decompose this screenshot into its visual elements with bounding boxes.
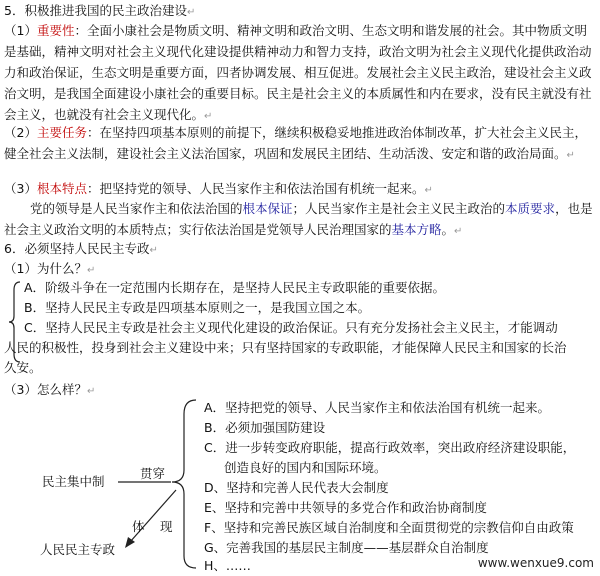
diagram-item-e: E、坚持和完善中共领导的多党合作和政治协商制度 — [204, 500, 487, 515]
section-6-title: 6．必须坚持人民民主专政↵ — [4, 241, 158, 256]
diagram-item-c: C．进一步转变政府职能，提高行政效率，突出政府经济建设职能， — [204, 440, 576, 455]
basic-strategy-term: 基本方略 — [391, 222, 442, 237]
guanchuan-label: 贯穿 — [140, 466, 166, 481]
why-question: （1）为什么？↵ — [4, 261, 96, 276]
list-brace — [172, 400, 196, 568]
diagram-item-h: H、…… — [204, 558, 251, 573]
reason-a: A．阶级斗争在一定范围内长期存在，是坚持人民民主专政职能的重要依据。 — [24, 280, 446, 295]
diagram-item-c-cont: 创造良好的国内和国际环境。 — [224, 460, 387, 475]
ti-label: 体 — [132, 519, 145, 534]
main-task-label: 主要任务 — [36, 125, 87, 140]
main-task-paragraph: （2）主要任务：在坚持四项基本原则的前提下，继续积极稳妥地推进政治体制改革，扩大社会主义民主，健全社会主义法制，建设社会主义法治国家，巩固和发展民主团结、生动活泼、安定和谐的政治局面。↵ — [4, 125, 587, 161]
importance-paragraph: （1）重要性：全面小康社会是物质文明、精神文明和政治文明、生态文明和谐发展的社会。其中物质文明是基础，精神文明对社会主义现代化建设提供精神动力和智力支持，政治文明为社会主义现代化提供政治动力和政治保证，生态文明是重要方面，四者协调发展、相互促进。发展社会主义民主政治，建设社会主义政治文明，是我国全面建设小康社会的重要目标。民主是社会主义的本质属性和内在要求，没有民主就没有社会主义，也就没有社会主义现代化。↵ — [4, 23, 592, 122]
essential-requirement-term: 本质要求 — [505, 201, 556, 216]
importance-label: 重要性 — [36, 23, 75, 38]
reason-c-line-2: 人民的积极性，投身到社会主义建设中来；只有坚持国家的专政职能，才能保障人民民主和国家的长治 — [4, 340, 567, 355]
diagram-item-b: B．必须加强国防建设 — [204, 420, 326, 435]
reason-c-line-1: C．坚持人民民主专政是社会主义现代化建设的政治保证。只有充分发扬社会主义民主，才能调动 — [24, 320, 558, 335]
diagram-item-f: F、坚持和完善民族区域自治制度和全面贯彻党的宗教信仰自由政策 — [204, 520, 574, 535]
democratic-centralism-label: 民主集中制 — [42, 474, 105, 489]
how-question: （3）怎么样？↵ — [4, 382, 96, 397]
reason-c-line-3: 久安。 — [4, 360, 42, 375]
diagram-item-g: G、完善我国的基层民主制度——基层群众自治制度 — [204, 540, 489, 555]
diagram-item-a: A．坚持把党的领导、人民当家作主和依法治国有机统一起来。 — [204, 400, 551, 415]
reason-b: B．坚持人民民主专政是四项基本原则之一，是我国立国之本。 — [24, 300, 371, 315]
peoples-dictatorship-label: 人民民主专政 — [40, 542, 116, 557]
diagram-item-d: D、坚持和完善人民代表大会制度 — [204, 480, 389, 495]
party-leadership-paragraph: 党的领导是人民当家作主和依法治国的根本保证；人民当家作主是社会主义民主政治的本质要求，也是社会主义政治文明的本质特点；实行依法治国是党领导人民治理国家的基本方略。↵ — [4, 201, 593, 237]
xian-label: 现 — [160, 519, 173, 534]
section-5-title: 5．积极推进我国的民主政治建设↵ — [4, 3, 196, 18]
left-brace — [9, 282, 20, 362]
fundamental-guarantee-term: 根本保证 — [242, 201, 293, 216]
basic-feature-paragraph: （3）根本特点：把坚持党的领导、人民当家作主和依法治国有机统一起来。↵ — [4, 181, 433, 196]
watermark: www.wenxue9.com — [477, 556, 594, 570]
basic-feature-label: 根本特点 — [36, 181, 87, 196]
